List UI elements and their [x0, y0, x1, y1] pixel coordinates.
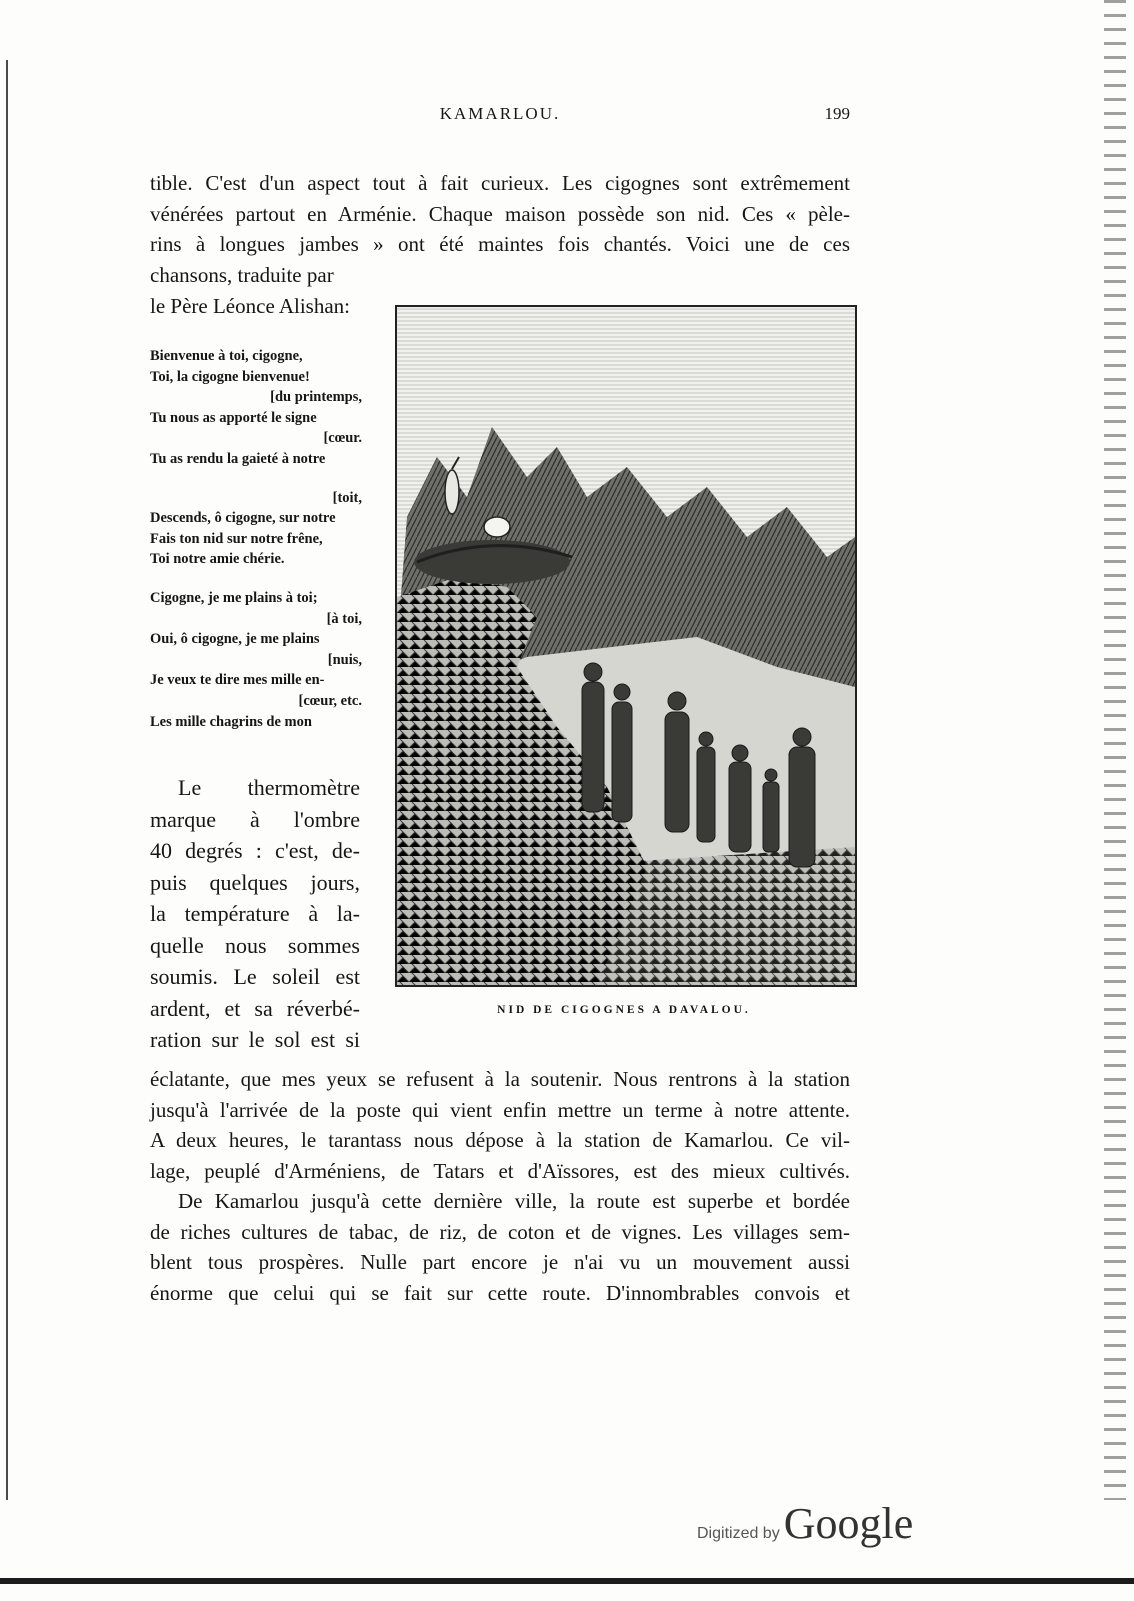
page-number: 199	[824, 104, 850, 123]
top-paragraph	[150, 168, 850, 260]
text-line: lage, peuplé d'Arméniens, de Tatars et d'Aïssores, est des mieux cultivés.	[150, 1158, 850, 1183]
song-line: [à toi,	[326, 610, 362, 627]
song-line: [cœur.	[323, 430, 362, 447]
text-line: ration sur le sol est si	[150, 1027, 360, 1052]
text-line: soumis. Le soleil est	[150, 964, 360, 989]
song-line: [cœur, etc.	[298, 692, 362, 709]
song-line: Toi notre amie chérie.	[150, 551, 285, 568]
song-line: Oui, ô cigogne, je me plains	[150, 631, 320, 648]
song-line: Tu nous as apporté le signe	[150, 409, 317, 426]
text-line: ardent, et sa réverbé-	[150, 995, 360, 1021]
watermark-prefix: Digitized by	[697, 1525, 780, 1542]
engraving-image	[397, 307, 855, 985]
song-intro	[150, 260, 360, 321]
watermark-brand: Google	[783, 1499, 914, 1548]
digitized-watermark	[697, 1498, 913, 1546]
text-line: le Père Léonce Alishan:	[150, 293, 351, 318]
text-line: quelle nous sommes	[150, 932, 360, 958]
running-title: KAMARLOU.	[439, 104, 561, 123]
song-line: [toit,	[332, 489, 362, 506]
stanza-break	[150, 570, 362, 588]
page-edge-bottom	[0, 1578, 1134, 1584]
page-edge-left	[6, 60, 8, 1500]
text-line: tible. C'est d'un aspect tout à fait curieux. Les cigognes sont extrêmement	[150, 171, 850, 195]
figure-caption: NID DE CIGOGNES A DAVALOU.	[497, 1004, 751, 1016]
song-line: [nuis,	[327, 651, 362, 668]
page-header	[150, 104, 850, 134]
text-line: De Kamarlou jusqu'à cette dernière ville, la route est superbe et bordée	[178, 1189, 850, 1213]
text-line: puis quelques jours,	[150, 869, 360, 895]
text-line: chansons, traduite par	[150, 263, 334, 287]
text-line: énorme que celui qui se fait sur cette route. D'innombrables convois et	[150, 1280, 850, 1305]
song-line: [du printemps,	[270, 389, 362, 406]
song-line: Toi, la cigogne bienvenue!	[150, 368, 310, 385]
song-line: Bienvenue à toi, cigogne,	[150, 348, 303, 364]
text-line: rins à longues jambes » ont été maintes fois chantés. Voici une de ces	[150, 232, 850, 256]
text-line: jusqu'à l'arrivée de la poste qui vient enfin mettre un terme à notre attente.	[150, 1097, 850, 1122]
text-line: A deux heures, le tarantass nous dépose à la station de Kamarlou. Ce vil-	[150, 1128, 850, 1152]
text-line: 40 degrés : c'est, de-	[150, 838, 360, 863]
song-line: Cigogne, je me plains à toi;	[150, 589, 318, 606]
page-edge-right	[1104, 0, 1126, 1500]
text-line: blent tous prospères. Nulle part encore je n'ai vu un mouvement aussi	[150, 1250, 850, 1274]
text-line: Le thermomètre	[178, 775, 360, 800]
song-line: Je veux te dire mes mille en-	[150, 672, 325, 689]
text-line: la température à la-	[150, 901, 360, 926]
text-line: éclatante, que mes yeux se refusent à la soutenir. Nous rentrons à la station	[150, 1067, 850, 1091]
engraving-illustration	[395, 305, 857, 987]
bottom-paragraphs	[150, 1064, 850, 1308]
text-line: de riches cultures de tabac, de riz, de coton et de vignes. Les villages sem-	[150, 1219, 850, 1244]
song-line: Les mille chagrins de mon	[150, 713, 312, 730]
narrow-paragraph	[150, 772, 360, 1056]
stanza-break	[150, 470, 362, 488]
song-line: Fais ton nid sur notre frêne,	[150, 530, 323, 547]
text-line: vénérées partout en Arménie. Chaque maison possède son nid. Ces « pèle-	[150, 201, 850, 226]
song-line: Tu as rendu la gaieté à notre	[150, 450, 326, 467]
text-line: marque à l'ombre	[150, 806, 360, 832]
song-line: Descends, ô cigogne, sur notre	[150, 510, 336, 527]
stork-song	[150, 346, 362, 732]
